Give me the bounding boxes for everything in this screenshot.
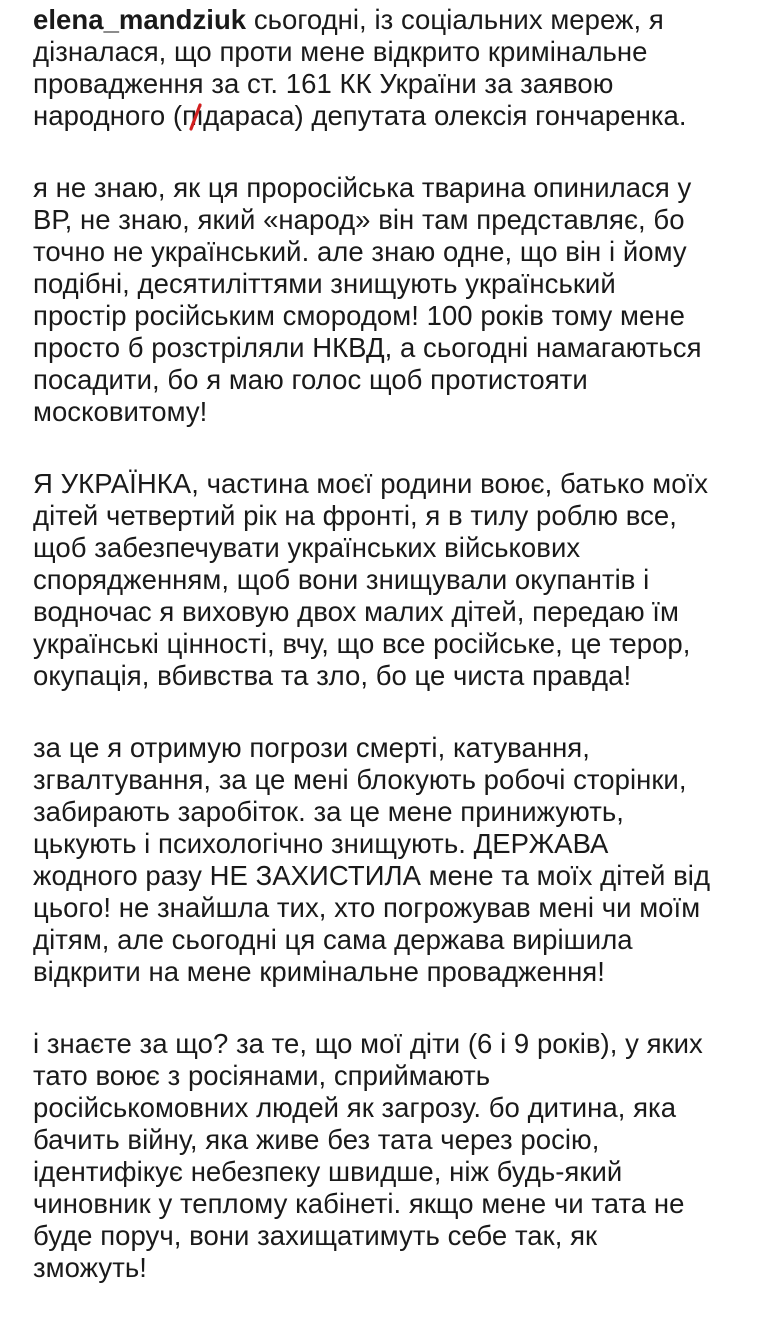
caption-paragraph-4 — [33, 732, 763, 988]
caption-line: просто б розстріляли НКВД, а сьогодні намагаються — [33, 332, 702, 363]
caption-line: чиновник у теплому кабінеті. якщо мене чи тата не — [33, 1188, 685, 1219]
caption-line: дізналася, що проти мене відкрито кримінальне — [33, 36, 648, 67]
caption-paragraph-3 — [33, 468, 763, 692]
caption-text: народного ( — [33, 100, 183, 131]
caption-line — [33, 100, 763, 132]
caption-line: ВР, не знаю, який «народ» він там представляє, бо — [33, 204, 685, 235]
caption-line: українські цінності, вчу, що все російське, це терор, — [33, 628, 691, 659]
caption-line: щоб забезпечувати українських військових — [33, 532, 581, 563]
caption-line: відкрити на мене кримінальне провадження! — [33, 956, 605, 987]
caption-line — [33, 4, 763, 36]
caption-line: буде поруч, вони захищатимуть себе так, як — [33, 1220, 598, 1251]
caption-paragraph-2 — [33, 172, 763, 428]
caption-line: дітям, але сьогодні ця сама держава вирішила — [33, 924, 633, 955]
caption-line: і знаєте за що? за те, що мої діти (6 і 9 років), у яких — [33, 1028, 703, 1059]
caption-line: точно не український. але знаю одне, що він і йому — [33, 236, 687, 267]
caption-line: я не знаю, як ця проросійська тварина опинилася у — [33, 172, 692, 203]
caption-line: московитому! — [33, 396, 208, 427]
caption-line: водночас я виховую двох малих дітей, передаю їм — [33, 596, 679, 627]
caption-line: цього! не знайшла тих, хто погрожував мені чи моїм — [33, 892, 701, 923]
caption-line: російськомовних людей як загрозу. бо дитина, яка — [33, 1092, 677, 1123]
caption-paragraph-1 — [33, 4, 763, 132]
censored-word — [182, 100, 203, 132]
caption-line: згвалтування, за це мені блокують робочі сторінки, — [33, 764, 687, 795]
caption-line: дітей четвертий рік на фронті, я в тилу роблю все, — [33, 500, 677, 531]
caption-line: бачить війну, яка живе без тата через росію, — [33, 1124, 600, 1155]
caption-line: провадження за ст. 161 КК України за заявою — [33, 68, 614, 99]
caption-line: цькують і психологічно знищують. ДЕРЖАВА — [33, 828, 609, 859]
caption-line: спорядженням, щоб вони знищували окупантів і — [33, 564, 650, 595]
caption-line: тато воює з росіянами, сприймають — [33, 1060, 491, 1091]
caption-paragraph-5 — [33, 1028, 763, 1284]
caption-line: простір російським смородом! 100 років тому мене — [33, 300, 685, 331]
username-link[interactable]: elena_mandziuk — [33, 4, 247, 35]
censored-letters: пі — [182, 100, 204, 131]
caption-line: за це я отримую погрози смерті, катування, — [33, 732, 590, 763]
caption-line: зможуть! — [33, 1252, 147, 1283]
caption-text: дараса) депутата олексія гончаренка. — [203, 100, 687, 131]
caption-line: забирають заробіток. за це мене принижують, — [33, 796, 624, 827]
caption-line: ідентифікує небезпеку швидше, ніж будь-який — [33, 1156, 623, 1187]
caption-line: посадити, бо я маю голос щоб протистояти — [33, 364, 588, 395]
post-caption — [33, 4, 763, 1324]
caption-line: Я УКРАЇНКА, частина моєї родини воює, батько моїх — [33, 468, 709, 499]
caption-line: жодного разу НЕ ЗАХИСТИЛА мене та моїх дітей від — [33, 860, 711, 891]
caption-line: подібні, десятиліттями знищують український — [33, 268, 616, 299]
caption-line: окупація, вбивства та зло, бо це чиста правда! — [33, 660, 632, 691]
caption-text: сьогодні, із соціальних мереж, я — [246, 4, 664, 35]
